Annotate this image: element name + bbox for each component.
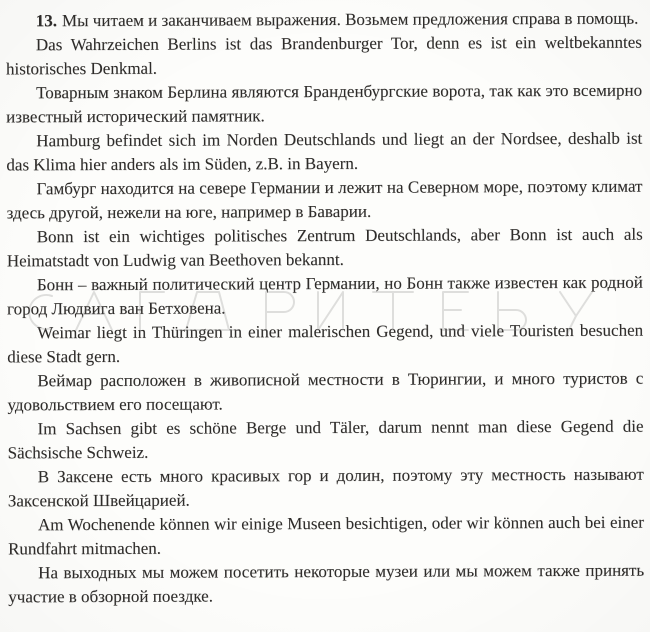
paragraph bbox=[7, 367, 643, 418]
paragraph bbox=[6, 7, 642, 34]
paragraph-text: Hamburg befindet sich im Norden Deutschlands und liegt an der Nordsee, deshalb ist das Klima hier anders als im Süden, z.B. in Bayern. bbox=[6, 128, 643, 175]
paragraph bbox=[7, 319, 643, 370]
paragraph-text: Веймар расположен в живописной местности в Тюрингии, и много туристов с удовольствием его посещают. bbox=[7, 368, 644, 415]
paragraph bbox=[6, 31, 642, 82]
paragraph-text: Das Wahrzeichen Berlins ist das Brandenburger Tor, denn es ist ein weltbekanntes historisches Denkmal. bbox=[5, 32, 642, 79]
paragraph-text: Weimar liegt in Thüringen in einer malerischen Gegend, und viele Touristen besuchen diese Stadt gern. bbox=[7, 320, 644, 367]
exercise-number: 13. bbox=[35, 11, 58, 31]
paragraph bbox=[7, 415, 643, 466]
paragraph-text: Товарным знаком Берлина являются Бранденбургские ворота, так как это всемирно известный исторический памятник. bbox=[6, 80, 643, 127]
paragraph bbox=[6, 127, 642, 178]
paragraph bbox=[8, 511, 644, 562]
page-body bbox=[6, 7, 645, 610]
paragraph-text: Мы читаем и заканчиваем выражения. Возьмем предложения справа в помощь. bbox=[61, 8, 639, 31]
paragraph bbox=[8, 463, 644, 514]
paragraph bbox=[6, 175, 642, 226]
paragraph bbox=[8, 559, 644, 610]
paragraph-text: На выходных мы можем посетить некоторые музеи или мы можем также принять участие в обзорной поездке. bbox=[8, 560, 645, 607]
paragraph-text: Am Wochenende können wir einige Museen besichtigen, oder wir können auch bei einer Rundfahrt mitmachen. bbox=[8, 512, 644, 559]
paragraph-text: Бонн – важный политический центр Германии, но Бонн также известен как родной город Людвига ван Бетховена. bbox=[6, 272, 643, 319]
paragraph bbox=[7, 271, 643, 322]
paragraph bbox=[7, 223, 643, 274]
paragraph-text: Bonn ist ein wichtiges politisches Zentrum Deutschlands, aber Bonn ist auch als Heimatstadt von Ludwig van Beethoven bekannt. bbox=[6, 224, 643, 271]
paragraph-text: Im Sachsen gibt es schöne Berge und Täler, darum nennt man diese Gegend die Sächsische Schweiz. bbox=[7, 416, 644, 463]
paragraph-text: Гамбург находится на севере Германии и лежит на Северном море, поэтому климат здесь другой, нежели на юге, например в Баварии. bbox=[6, 176, 643, 223]
paragraph-text: В Заксене есть много красивых гор и долин, поэтому эту местность называют Заксенской Швейцарией. bbox=[7, 464, 644, 511]
paragraph bbox=[6, 79, 642, 130]
